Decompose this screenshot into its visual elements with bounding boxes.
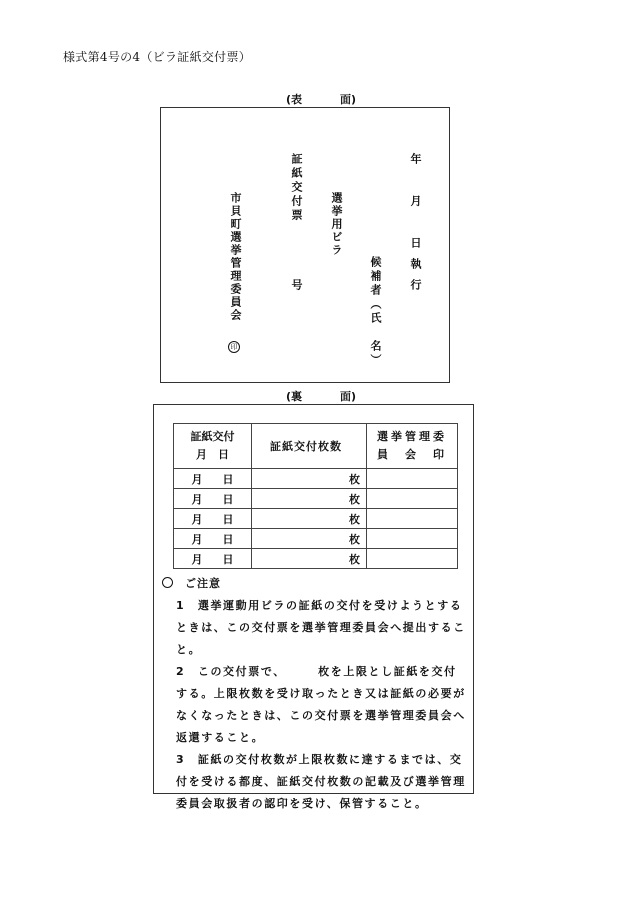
issuance-record-table <box>173 423 458 569</box>
committee-column: 市貝町選挙管理委員会 <box>229 192 242 322</box>
count-cell: 枚 <box>252 549 367 569</box>
table-row <box>174 509 458 529</box>
table-row <box>174 529 458 549</box>
seal-cell <box>367 529 458 549</box>
date-column: 年 月 日執行 <box>409 153 422 300</box>
voucher-number-column: 証紙交付票 号 <box>290 153 303 293</box>
header-date-line1: 証紙交付 <box>190 430 235 443</box>
seal-cell <box>367 509 458 529</box>
date-cell: 月 日 <box>174 549 252 569</box>
front-side-box <box>160 107 450 383</box>
count-cell: 枚 <box>252 489 367 509</box>
seal-cell <box>367 489 458 509</box>
back-side-label <box>286 388 356 404</box>
front-side-label-right: 面) <box>339 93 356 106</box>
seal-cell <box>367 469 458 489</box>
header-committee-line2: 員 会 印 <box>377 448 447 461</box>
candidate-name-column: 候補者（氏 名） <box>369 256 382 368</box>
circle-bullet-icon <box>162 577 173 588</box>
header-date-line2: 月 日 <box>196 448 229 461</box>
note-item-3: 3 証紙の交付枚数が上限枚数に達するまでは、交付を受ける都度、証紙交付枚数の記載及び選挙管理委員会取扱者の認印を受け、保管すること。 <box>176 753 466 810</box>
date-cell: 月 日 <box>174 469 252 489</box>
date-cell: 月 日 <box>174 509 252 529</box>
back-side-label-left: (裏 <box>286 390 303 403</box>
notes-section <box>162 573 468 815</box>
table-row <box>174 489 458 509</box>
back-side-label-right: 面) <box>339 390 356 403</box>
header-committee-cell <box>367 424 458 469</box>
count-cell: 枚 <box>252 509 367 529</box>
seal-cell <box>367 549 458 569</box>
table-header-row <box>174 424 458 469</box>
header-committee-line1: 選挙管理委 <box>377 430 447 443</box>
seal-icon: 印 <box>228 341 240 353</box>
date-cell: 月 日 <box>174 529 252 549</box>
notes-heading: ご注意 <box>162 573 468 595</box>
front-side-label <box>286 91 356 107</box>
note-item-2: 2 この交付票で、 枚を上限とし証紙を交付する。上限枚数を受け取ったとき又は証紙の必要がなくなったときは、この交付票を選挙管理委員会へ返還すること。 <box>176 665 466 744</box>
note-item-1: 1 選挙運動用ビラの証紙の交付を受けようとするときは、この交付票を選挙管理委員会へ提出すること。 <box>176 599 466 656</box>
count-cell: 枚 <box>252 469 367 489</box>
form-title: 様式第4号の4（ビラ証紙交付票） <box>63 50 252 64</box>
table-row <box>174 469 458 489</box>
table-row <box>174 549 458 569</box>
front-side-label-left: (表 <box>286 93 303 106</box>
date-cell: 月 日 <box>174 489 252 509</box>
back-side-box <box>153 404 474 810</box>
seal-mark <box>228 334 240 353</box>
election-leaflet-column: 選挙用ビラ <box>330 192 343 257</box>
header-date-cell <box>174 424 252 469</box>
header-count-cell: 証紙交付枚数 <box>252 424 367 469</box>
count-cell: 枚 <box>252 529 367 549</box>
